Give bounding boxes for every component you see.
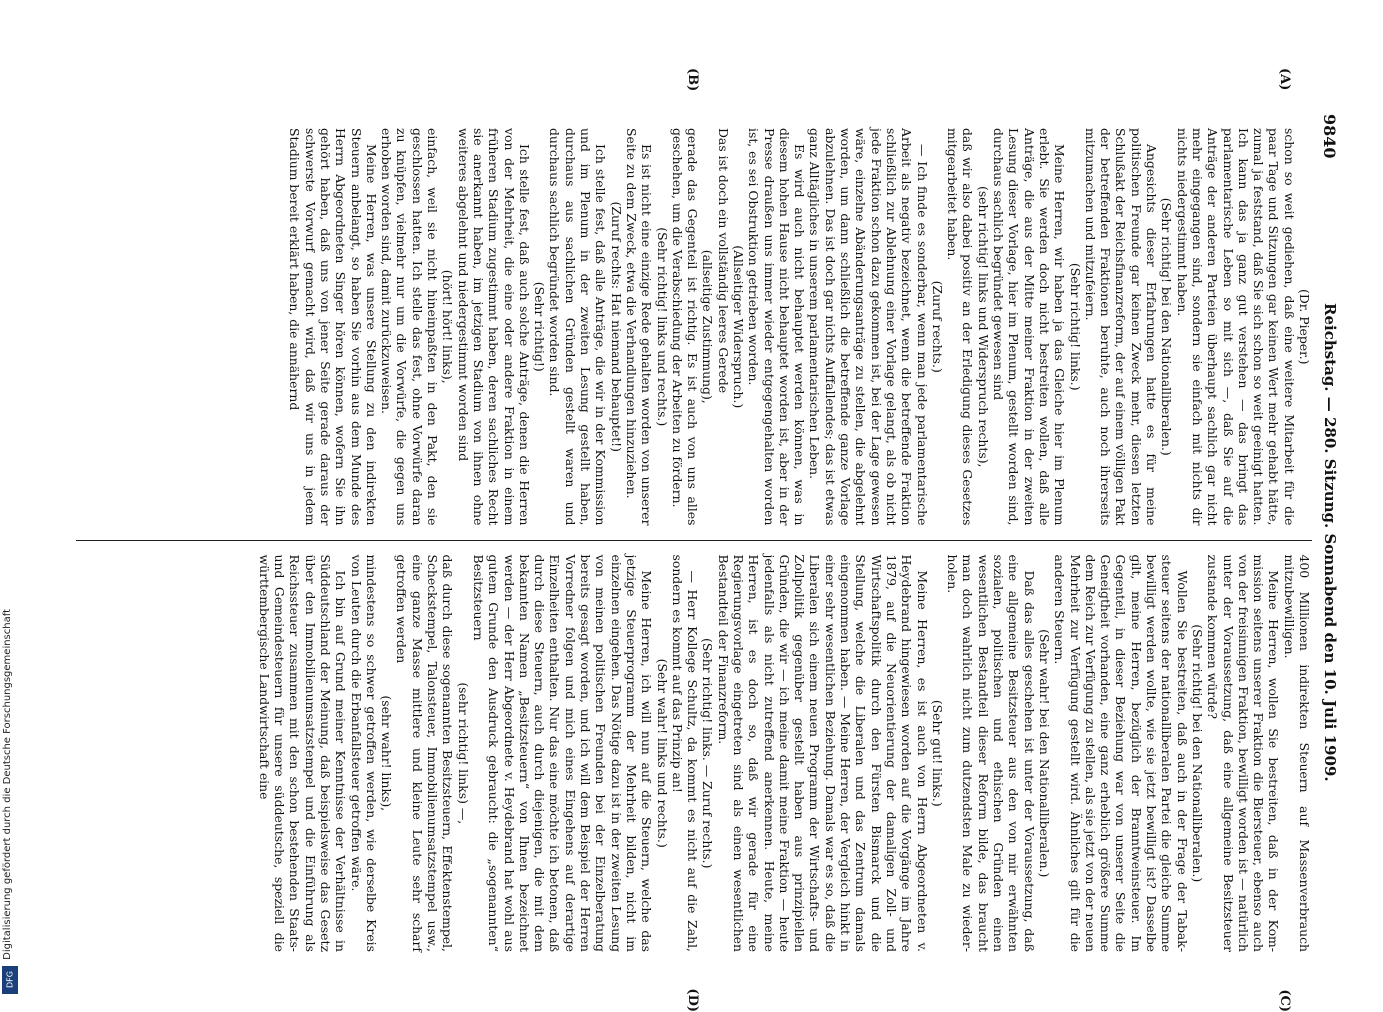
- paragraph: Meine Herren, wir haben ja das Gleiche hier im Plenum erlebt. Sie werden doch nicht bestreiten wollen, daß alle Anträge, die aus der Mitte meiner Fraktion in der zweiten Lesung dieser Vorlage, hier im Plenum, gestellt worden sind, durchaus sachlich begründet gewesen sind: [991, 128, 1068, 526]
- interjection: (Zuruf rechts.): [929, 280, 945, 373]
- interjection: (hört! hört! links),: [440, 269, 456, 384]
- digitization-credit: Digitalisierung gefördert durch die Deutsche Forschungsgemeinschaft: [2, 609, 13, 960]
- paragraph: Ich stelle fest, daß auch solche Anträge, denen die Herren von der Mehrheit, die eine oder andere Fraktion in einem früheren Stadium zugestimmt haben, deren sachliches Recht sie anerkannt haben, im jetzigen Stadium von ihnen ohne weiteres abgelehnt und niedergestimmt worden sind: [455, 128, 532, 526]
- interjection: (allseitige Zustimmung),: [700, 249, 716, 404]
- paragraph: schon so weit gediehen, daß eine weitere Mitarbeit für die paar Tage und Sitzungen gar keinen Wert mehr gehabt hätte, zumal ja feststand, daß Sie sich schon so weit geeinigt hatten. Ich kann das ja ganz gut verstehen — das bringt das parlamentarische Leben so mit sich —, daß Sie auf die Anträge der anderen Parteien überhaupt sachlich gar nicht mehr eingegangen sind, sondern sie einfach mit nichts dir nichts niedergestimmt haben.: [1174, 128, 1297, 526]
- page-number: 9840: [1319, 114, 1339, 159]
- paragraph: Daß das alles geschehen ist unter der Voraussetzung, daß eine allgemeine Besitzsteuer aus den von mir erwähnten sozialen, politischen und ethischen Gründen einen wesentlichen Bestandteil dieser Reform bilde, das braucht man doch wahrlich nicht zum dutzendsten Male zu wiederholen.: [945, 554, 1037, 952]
- paragraph: Meine Herren, ich will nun auf die Steuern, welche das jetzige Steuerprogramm der Mehrheit bilden, nicht im einzelnen eingehen. Das Nötige dazu ist in der zweiten Lesung von meinen politischen Freunden bei der Einzelberatung bereits gesagt worden, und ich will dem Beispiel der Herren Vorredner folgen und mich eines Eingehens auf derartige Einzelheiten enthalten. Nur das eine möchte ich betonen, daß durch diese Steuern, auch durch diejenigen, die mit dem bekannten Namen „Besitzsteuern“ von Ihnen bezeichnet werden — der Herr Abgeordnete v. Heydebrand hat wohl aus gutem Grunde den Ausdruck gebraucht: die „sogenannten“ Besitzsteuern: [470, 554, 655, 952]
- paragraph: Ich bin auf Grund meiner Kenntnisse der Verhältnisse in Süddeutschland der Meinung, daß beispielsweise das Gesetz über den Immobilienumsatzstempel und die Einführung als Reichssteuer zusammen mit den schon bestehenden Staats- und Gemeindesteuern für unsere süddeutsche, speziell die württembergische Landwirtschaft eine: [256, 554, 349, 952]
- margin-mark-b: (B): [685, 68, 700, 92]
- paragraph: mindestens so schwer getroffen werden, wie derselbe Kreis von Leuten durch die Erbanfallsteuer getroffen wäre.: [348, 554, 379, 952]
- paragraph: Das ist doch ein vollständig leeres Gerede: [715, 128, 731, 394]
- paragraph: gerade das Gegenteil ist richtig. Es ist auch von uns alles geschehen, um die Verabschiedung der Arbeiten zu fördern.: [669, 128, 701, 526]
- paragraph: Angesichts dieser Erfahrungen hatte es für meine politischen Freunde gar keinen Zweck mehr, diesen letzten Schlußakt der Reichsfinanzreform, der auf einem völligen Pakt der betreffenden Fraktionen beruhte, auch noch ihrerseits mitzumachen und mitzufeiern.: [1082, 128, 1160, 526]
- left-column: [76, 114, 1312, 540]
- paragraph: daß wir also dabei positiv an der Erledigung dieses Gesetzes mitgearbeitet haben.: [945, 128, 976, 526]
- margin-mark-a: (A): [1277, 68, 1292, 91]
- interjection: (Sehr wahr! bei den Nationalliberalen.): [1036, 629, 1052, 878]
- paragraph: — Herr Kollege Schultz, da kommt es nicht auf die Zahl, sondern es kommt auf das Prinzip an!: [669, 554, 701, 952]
- paragraph: Meine Herren, wollen Sie bestreiten, daß in der Kommission seitens unserer Fraktion die Biersteuer, ebenso auch von der freisinnigen Fraktion, bewilligt worden ist — natürlich unter der Voraussetzung, daß eine allgemeine Besitzsteuer zustande kommen würde?: [1205, 554, 1282, 952]
- paragraph: 400 Millionen indirekten Steuern auf Massenverbrauch mitzubewilligen.: [1281, 554, 1312, 952]
- interjection: (Sehr richtig!): [532, 281, 548, 372]
- interjection: (Sehr richtig! bei den Nationalliberalen.): [1189, 624, 1205, 883]
- running-title: Reichstag. — 280. Sitzung. Sonnabend den 10. Juli 1909.: [1320, 302, 1339, 782]
- margin-mark-d: (D): [685, 988, 700, 1012]
- text-columns: [76, 114, 1312, 966]
- paragraph: Ich stelle fest, daß alle Anträge, die wir in der Kommission und im Plenum in der zweiten Lesung gestellt haben, durchaus aus sachlichen Gründen gestellt waren und durchaus sachlich begründet worden sind.: [547, 128, 609, 526]
- interjection: (sehr richtig! links und Widerspruch rechts),: [975, 185, 991, 468]
- footer-strip: [0, 0, 20, 1000]
- paragraph: einfach, weil sie nicht hineinpaßten in den Pakt, den sie geschlossen hatten. Ich stelle das fest, ohne Vorwürfe daran zu knüpfen, vielmehr nur um die Vorwürfe, die gegen uns erhoben worden sind, damit zurückzuweisen.: [379, 128, 441, 526]
- paragraph: — Ich finde es sonderbar, wenn man jede parlamentarische Arbeit als negativ bezeichnet, wenn die betreffende Fraktion schließlich zur Ablehnung einer Vorlage gelangt, als ob nicht jede Fraktion schon dazu gekommen ist, bei der Lage gewesen wäre, einzelne Abänderungsanträge zu stellen, die abgelehnt worden, um dann schließlich die betreffende ganze Vorlage abzulehnen. Das ist doch gar nichts Auffallendes; das ist etwas ganz Alltägliches in unserem parlamentarischen Leben.: [807, 128, 930, 526]
- interjection: (Sehr richtig! bei den Nationalliberalen.): [1159, 197, 1175, 456]
- interjection: (Zuruf rechts: Hat niemand behauptet!): [608, 201, 624, 452]
- interjection: (Sehr wahr! links und rechts.): [654, 658, 670, 848]
- interjection: (Sehr gut! links.): [929, 699, 945, 807]
- interjection: (Sehr richtig! links. — Zuruf rechts.): [700, 638, 716, 869]
- interjection: (Sehr richtig! links.): [1067, 262, 1083, 391]
- interjection: (Allseitiger Widerspruch.): [731, 245, 747, 409]
- paragraph: daß durch diese sogenannten Besitzsteuern, Effektenstempel, Scheckstempel, Talonsteuer, Immobilienumsatzstempel usw., eine ganze Masse mittlere und kleine Leute sehr scharf getroffen werden: [394, 554, 456, 952]
- interjection: (sehr richtig! links) —,: [455, 682, 471, 825]
- margin-mark-c: (C): [1277, 989, 1292, 1012]
- right-column: [76, 541, 1312, 967]
- document-page: [70, 68, 1340, 1012]
- paragraph: Meine Herren, was unsere Stellung zu den indirekten Steuern anbelangt, so haben Sie vorhin aus dem Munde des Herrn Abgeordneten Singer hören können, wofern Sie ihn gehört haben, daß uns von jener Seite gerade daraus der schwerste Vorwurf gemacht wird, daß wir uns in jedem Stadium bereit erklärt haben, die annähernd: [287, 128, 379, 526]
- paragraph: Meine Herren, es ist auch von Herrn Abgeordneten v. Heydebrand hingewiesen worden auf die Vorgänge im Jahre 1879, auf die Neuorientierung der damaligen Zoll- und Wirtschaftspolitik durch den Fürsten Bismarck und die Stellung, welche die Liberalen und das Zentrum damals eingenommen haben. — Meine Herren, der Vergleich hinkt in einer sehr wesentlichen Beziehung. Damals war es so, daß die Liberalen sich einem neuen Programm der Wirtschafts- und Zollpolitik gegenüber gestellt haben aus prinzipiellen Gründen, die wir — ich meine damit meine Fraktion — heute jedenfalls als nicht zutreffend anerkennen. Heute, meine Herren, ist es doch so, daß wir gerade für eine Regierungsvorlage eingetreten sind als einen wesentlichen Bestandteil der Finanzreform.: [715, 554, 930, 952]
- paragraph: Es wird auch nicht behauptet werden können, was in diesem hohen Hause nicht behauptet worden ist, aber in der Presse draußen uns immer wieder entgegengehalten worden ist, es sei Obstruktion getrieben worden.: [746, 128, 808, 526]
- page-header: [1318, 114, 1340, 966]
- paragraph: Wollen Sie bestreiten, daß auch in der Frage der Tabaksteuer seitens der nationalliberalen Partei die gleiche Summe bewilligt werden wollte, wie sie jetzt bewilligt ist? Dasselbe gilt, meine Herren, bezüglich der Branntweinsteuer. Im Gegenteil, in dieser Beziehung war von unserer Seite die Geneigtheit vorhanden, eine ganz erheblich größere Summe dem Reich zur Verfügung zu stellen, als sie jetzt von der neuen Mehrheit zur Verfügung gestellt wird. Ähnliches gilt für die anderen Steuern.: [1052, 554, 1190, 952]
- interjection: (sehr wahr! links),: [379, 695, 395, 812]
- interjection: (Sehr richtig! links und rechts.): [654, 227, 670, 427]
- paragraph: Es ist nicht eine einzige Rede gehalten worden von unserer Seite zu dem Zweck, etwa die Verhandlungen hinzuziehen.: [623, 128, 655, 526]
- dfg-logo: DFG: [2, 966, 18, 994]
- interjection: (Dr. Pieper.): [1297, 289, 1312, 365]
